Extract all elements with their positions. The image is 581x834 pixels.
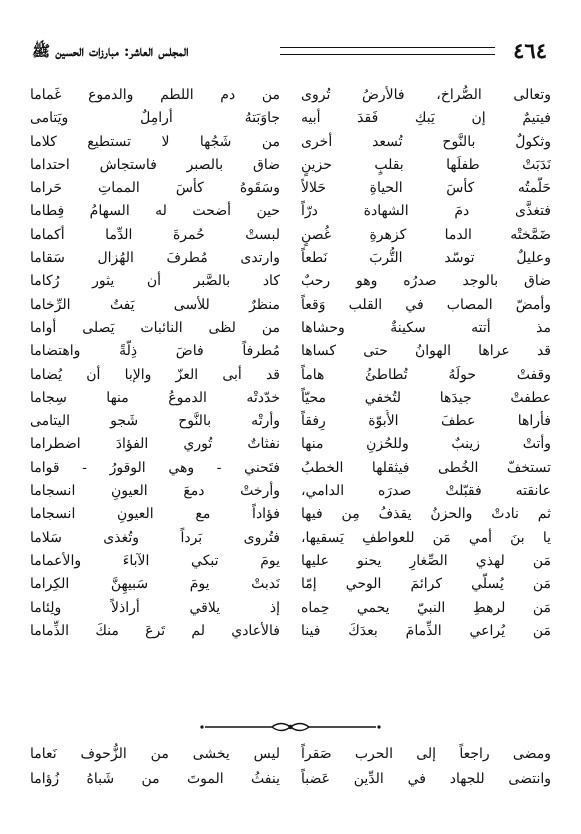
verse-first-hemistich: وانتضى للجهاد في الدِّين عَضباً — [301, 771, 551, 787]
verse-second-hemistich: منظرٌ للأسى يَفتُ الرِّخاما — [30, 296, 280, 313]
verse-first-hemistich: وثكولٌ بالنَّوح تُسعد أخرى — [301, 133, 551, 150]
verse-second-hemistich: نَدبتْ يومَ سَبيهِنَّ الكِراما — [30, 576, 280, 593]
verse-second-hemistich: ينفثُ الموتَ من شَباهُ زُؤاما — [30, 771, 280, 787]
verse-first-hemistich: ومضى راجعاً إلى الحرب صَقراً — [301, 746, 551, 762]
page-header — [28, 38, 553, 64]
verse-first-hemistich: مَن يُراعي الذِّمامَ بعدَكَ فينا — [301, 622, 551, 639]
header-rule — [280, 47, 495, 55]
verse-second-hemistich: فؤاداً مع العيونِ انسجاما — [30, 506, 280, 523]
verse-line — [30, 84, 551, 107]
verse-line — [30, 457, 551, 480]
verse-second-hemistich: حين أضحت له السهامُ فِطاما — [30, 203, 280, 220]
verse-first-hemistich: وتعالى الصُّراخ، فالأرضُ تُروى — [301, 87, 551, 103]
verse-line — [30, 620, 551, 643]
verse-line — [30, 131, 551, 154]
verse-second-hemistich: نفثاتٌ تُوري الفؤادَ اضطراما — [30, 436, 280, 453]
verse-first-hemistich: وقفتْ حولَهُ تُطاطئُ هاماً — [301, 366, 551, 383]
verse-line — [30, 154, 551, 177]
verse-first-hemistich: ضاق بالوجد صدرُه وهو رحبٌ — [301, 273, 551, 290]
verse-first-hemistich: فيتيمٌ إن يَبكِ فَقدَ أبيه — [301, 110, 551, 127]
verse-first-hemistich: ثم نادتْ والحزنُ يقذفُ مِن فيها — [301, 506, 551, 523]
verse-second-hemistich: من دم اللطم والدموع غَماما — [30, 87, 280, 103]
chapter-title: المجلس العاشر: مبارزات الحسين ﷺ — [32, 42, 189, 60]
verse-line — [30, 177, 551, 200]
verse-line — [30, 527, 551, 550]
verse-line — [30, 107, 551, 130]
verse-second-hemistich: من لظى النائبات يَصلى أواما — [30, 319, 280, 336]
verse-line — [30, 247, 551, 270]
page-number: ٤٦٤ — [513, 38, 547, 63]
verse-second-hemistich: إذ يلاقي أراذلاً ولِئاما — [30, 599, 280, 616]
verse-line — [30, 294, 551, 317]
closing-verses — [30, 742, 551, 792]
verse-second-hemistich: كاد بالصَّبر أن يثور رُكاما — [30, 273, 280, 290]
verse-line — [30, 503, 551, 526]
verse-second-hemistich: وسَقَوهُ كأسَ المماتِ حَراما — [30, 180, 280, 197]
verse-first-hemistich: وأتتْ زينبٌ وللحُزنِ منها — [301, 436, 551, 453]
verse-second-hemistich: خدّدتْه الدموعُ منها سِجاما — [30, 389, 280, 406]
verse-second-hemistich: وارتدى مُطرفَ الهُزال سَقاما — [30, 250, 280, 267]
verse-second-hemistich: قد أبى العزّ والإبا أن يُضاما — [30, 366, 280, 383]
verse-line — [30, 597, 551, 620]
verse-first-hemistich: نَدَبَتْ طفلَها بقلبٍ حزينٍ — [301, 156, 551, 173]
verse-first-hemistich: وأمضّ المصاب في القلب وَقعاً — [301, 296, 551, 313]
verse-first-hemistich: يا بنَ أمي مَن للعواطفِ يَسقيها، — [301, 529, 551, 546]
verse-first-hemistich: قد عراها الهوانُ حتى كساها — [301, 343, 551, 360]
verse-second-hemistich: يومَ تبكي الآباءَ والأعماما — [30, 552, 280, 569]
verse-first-hemistich: مَن لهذي الصِّغارِ يحنو عليها — [301, 552, 551, 569]
verse-second-hemistich: من شَجُها لا تستطيع كلاما — [30, 133, 280, 150]
verse-line — [30, 410, 551, 433]
verse-line — [30, 270, 551, 293]
verse-first-hemistich: حَلّمتُه كأسَ الحياةِ حَلالاً — [301, 180, 551, 197]
verse-second-hemistich: جاوَبَتهُ أرامِلٌ ويَتامى — [30, 110, 280, 127]
verse-line — [30, 364, 551, 387]
verse-second-hemistich: وأرتْه بالنَّوح شَجو اليتامى — [30, 413, 280, 430]
verse-second-hemistich: فالأعادي لم تَرعَ منكَ الذِّماما — [30, 622, 280, 639]
ornamental-separator — [30, 718, 551, 736]
verse-first-hemistich: فأراها عطفَ الأُبوّة رِفقاً — [301, 413, 551, 430]
separator-ornament-icon — [30, 718, 551, 736]
verse-first-hemistich: مَن يُسلّي كرائمَ الوحي إمّا — [301, 576, 551, 593]
verse-line — [30, 573, 551, 596]
verse-second-hemistich: وأرختْ دمعَ العيونِ انسجاما — [30, 483, 280, 500]
verse-first-hemistich: عطفتْ جيدَها لتُخفي محيّاً — [301, 389, 551, 406]
verse-line — [30, 200, 551, 223]
verse-second-hemistich: فتَحني - وهي الوقورُ - قواما — [30, 459, 280, 476]
verse-first-hemistich: تستخفّ الخُطى فيثقلها الخطبُ — [301, 459, 551, 476]
verse-first-hemistich: مَن لرهطِ النبيّ يحمي حِماه — [301, 599, 551, 616]
verse-first-hemistich: فتغذَّى دمَ الشهادة درّاً — [301, 203, 551, 220]
verse-line — [30, 340, 551, 363]
verse-second-hemistich: مُطرفاً فاضَ ذِلّةً واهتضاما — [30, 343, 280, 360]
verse-first-hemistich: مذ أتته سكينةٌ وحشاها — [301, 319, 551, 336]
verse-second-hemistich: لبستْ حُمرةَ الدِّما أكماما — [30, 226, 280, 243]
verse-line — [30, 550, 551, 573]
verse-second-hemistich: ليس يخشى من الزُّحوف نَعاما — [30, 746, 280, 762]
verse-line — [30, 742, 551, 767]
verse-first-hemistich: وعليلٌ توسّد التُّربَ نَطعاً — [301, 250, 551, 267]
verse-first-hemistich: ضَمَّختْه الدما كزهرةِ غُصنٍ — [301, 226, 551, 243]
verse-line — [30, 767, 551, 792]
verse-first-hemistich: عانقته فقبّلتْ صدرَه الدامي، — [301, 483, 551, 500]
verse-line — [30, 480, 551, 503]
poem-body — [30, 84, 551, 643]
verse-second-hemistich: ضاق بالصبر فاستجاش احتداما — [30, 156, 280, 173]
verse-line — [30, 387, 551, 410]
verse-line — [30, 317, 551, 340]
verse-second-hemistich: فتُروى بَرداً وتُغذى سَلاما — [30, 529, 280, 546]
verse-line — [30, 224, 551, 247]
verse-line — [30, 433, 551, 456]
